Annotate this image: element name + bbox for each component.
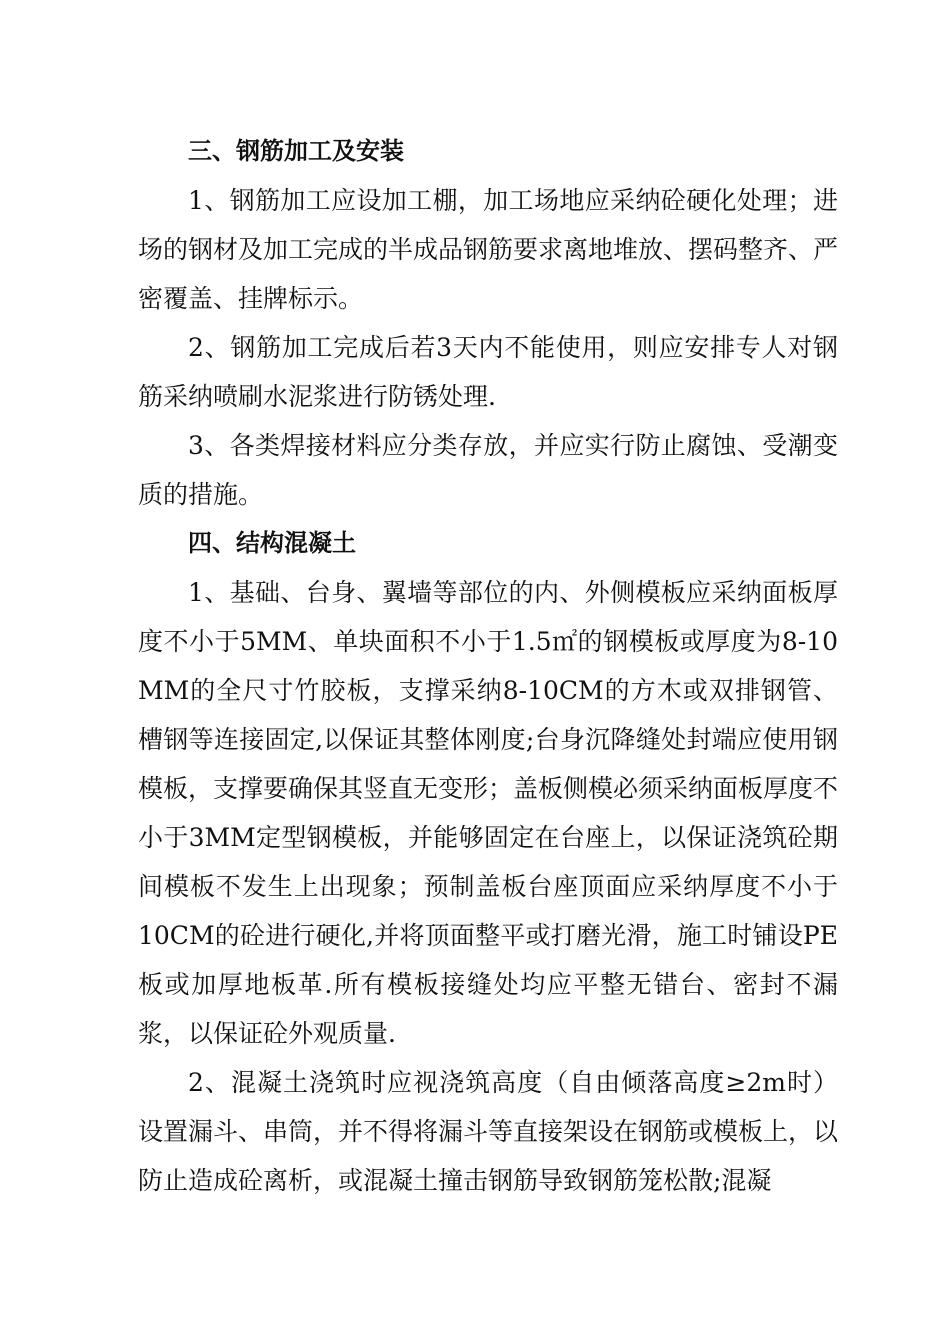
section-heading-concrete: 四、结构混凝土: [188, 529, 356, 557]
paragraph-concrete-1: 1、基础、台身、翼墙等部位的内、外侧模板应采纳面板厚度不小于5MM、单块面积不小于1.5㎡的钢模板或厚度为8-10 MM的全尺寸竹胶板，支撑采纳8-10CM的方木或双排钢管、槽钢等连接固定,以保证其整体刚度;台身沉降缝处封端应使用钢模板，支撑要确保其竖直无变形；盖板侧模必须采纳面板厚度不小于3MM定型钢模板，并能够固定在台座上，以保证浇筑砼期间模板不发生上出现象；预制盖板台座顶面应采纳厚度不小于10CM的砼进行硬化,并将顶面整平或打磨光滑，施工时铺设PE板或加厚地板革.所有模板接缝处均应平整无错台、密封不漏浆，以保证砼外观质量.: [138, 578, 839, 1048]
paragraph-rebar-1: 1、钢筋加工应设加工棚，加工场地应采纳砼硬化处理；进场的钢材及加工完成的半成品钢筋要求离地堆放、摆码整齐、严密覆盖、挂牌标示。: [138, 186, 839, 313]
paragraph-rebar-3: 3、各类焊接材料应分类存放，并应实行防止腐蚀、受潮变质的措施。: [138, 431, 838, 509]
paragraph-rebar-2: 2、钢筋加工完成后若3天内不能使用，则应安排专人对钢筋采纳喷刷水泥浆进行防锈处理.: [138, 333, 838, 411]
document-body: [138, 127, 838, 1205]
paragraph-concrete-2: 2、混凝土浇筑时应视浇筑高度（自由倾落高度≥2m时）设置漏斗、串筒，并不得将漏斗等直接架设在钢筋或模板上，以防止造成砼离析，或混凝土撞击钢筋导致钢筋笼松散;混凝: [138, 1068, 839, 1195]
section-heading-rebar: 三、钢筋加工及安装: [188, 137, 404, 165]
